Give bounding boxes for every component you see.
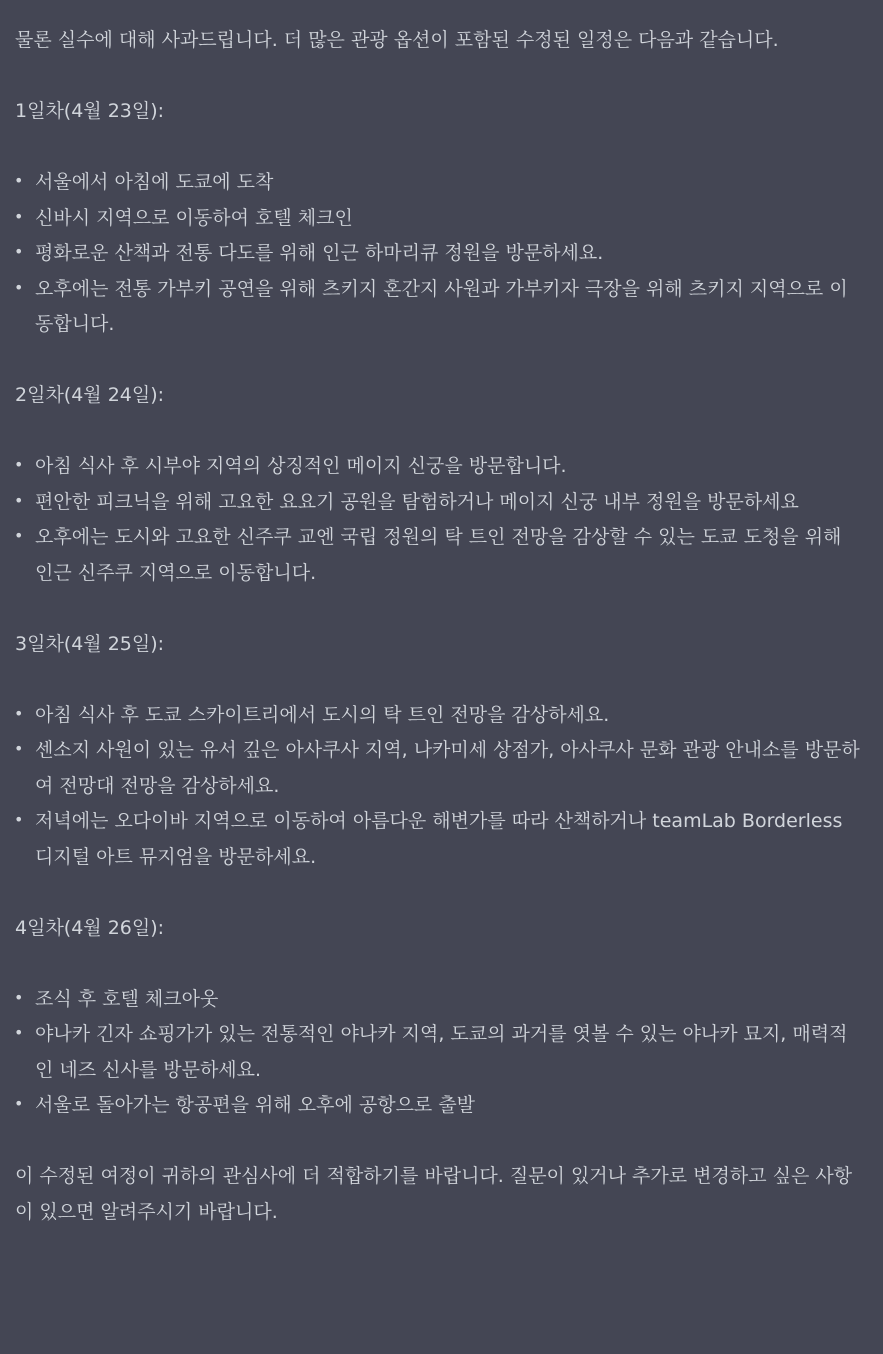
list-item: • 아침 식사 후 시부야 지역의 상징적인 메이지 신궁을 방문합니다. [15, 449, 860, 485]
list-item: • 아침 식사 후 도쿄 스카이트리에서 도시의 탁 트인 전망을 감상하세요. [15, 698, 860, 734]
day-3-list [15, 698, 860, 876]
assistant-message [15, 23, 860, 1230]
list-item: • 야나카 긴자 쇼핑가가 있는 전통적인 야나카 지역, 도쿄의 과거를 엿볼 수 있는 야나카 묘지, 매력적인 네즈 신사를 방문하세요. [15, 1017, 860, 1088]
day-4-list [15, 982, 860, 1124]
list-item: • 서울로 돌아가는 항공편을 위해 오후에 공항으로 출발 [15, 1088, 860, 1124]
list-item: • 신바시 지역으로 이동하여 호텔 체크인 [15, 201, 860, 237]
day-heading: 4일차(4월 26일): [15, 916, 165, 939]
list-item: • 조식 후 호텔 체크아웃 [15, 982, 860, 1018]
day-heading: 3일차(4월 25일): [15, 632, 165, 655]
list-item: • 서울에서 아침에 도쿄에 도착 [15, 165, 860, 201]
day-2-list [15, 449, 860, 591]
day-1-list [15, 165, 860, 343]
list-item: • 오후에는 전통 가부키 공연을 위해 츠키지 혼간지 사원과 가부키자 극장을 위해 츠키지 지역으로 이동합니다. [15, 272, 860, 343]
list-item: • 저녁에는 오다이바 지역으로 이동하여 아름다운 해변가를 따라 산책하거나 teamLab Borderless 디지털 아트 뮤지엄을 방문하세요. [15, 804, 860, 875]
day-heading: 2일차(4월 24일): [15, 384, 165, 406]
list-item: • 평화로운 산책과 전통 다도를 위해 인근 하마리큐 정원을 방문하세요. [15, 236, 860, 272]
intro-text: 물론 실수에 대해 사과드립니다. 더 많은 관광 옵션이 포함된 수정된 일정은 다음과 같습니다. [15, 29, 779, 51]
outro-text: 이 수정된 여정이 귀하의 관심사에 더 적합하기를 바랍니다. 질문이 있거나 추가로 변경하고 싶은 사항이 있으면 알려주시기 바랍니다. [15, 1165, 853, 1223]
list-item: • 센소지 사원이 있는 유서 깊은 아사쿠사 지역, 나카미세 상점가, 아사쿠사 문화 관광 안내소를 방문하여 전망대 전망을 감상하세요. [15, 733, 860, 804]
list-item: • 편안한 피크닉을 위해 고요한 요요기 공원을 탐험하거나 메이지 신궁 내부 정원을 방문하세요 [15, 485, 860, 521]
list-item: • 오후에는 도시와 고요한 신주쿠 교엔 국립 정원의 탁 트인 전망을 감상할 수 있는 도쿄 도청을 위해 인근 신주쿠 지역으로 이동합니다. [15, 520, 860, 591]
day-heading: 1일차(4월 23일): [15, 100, 165, 122]
